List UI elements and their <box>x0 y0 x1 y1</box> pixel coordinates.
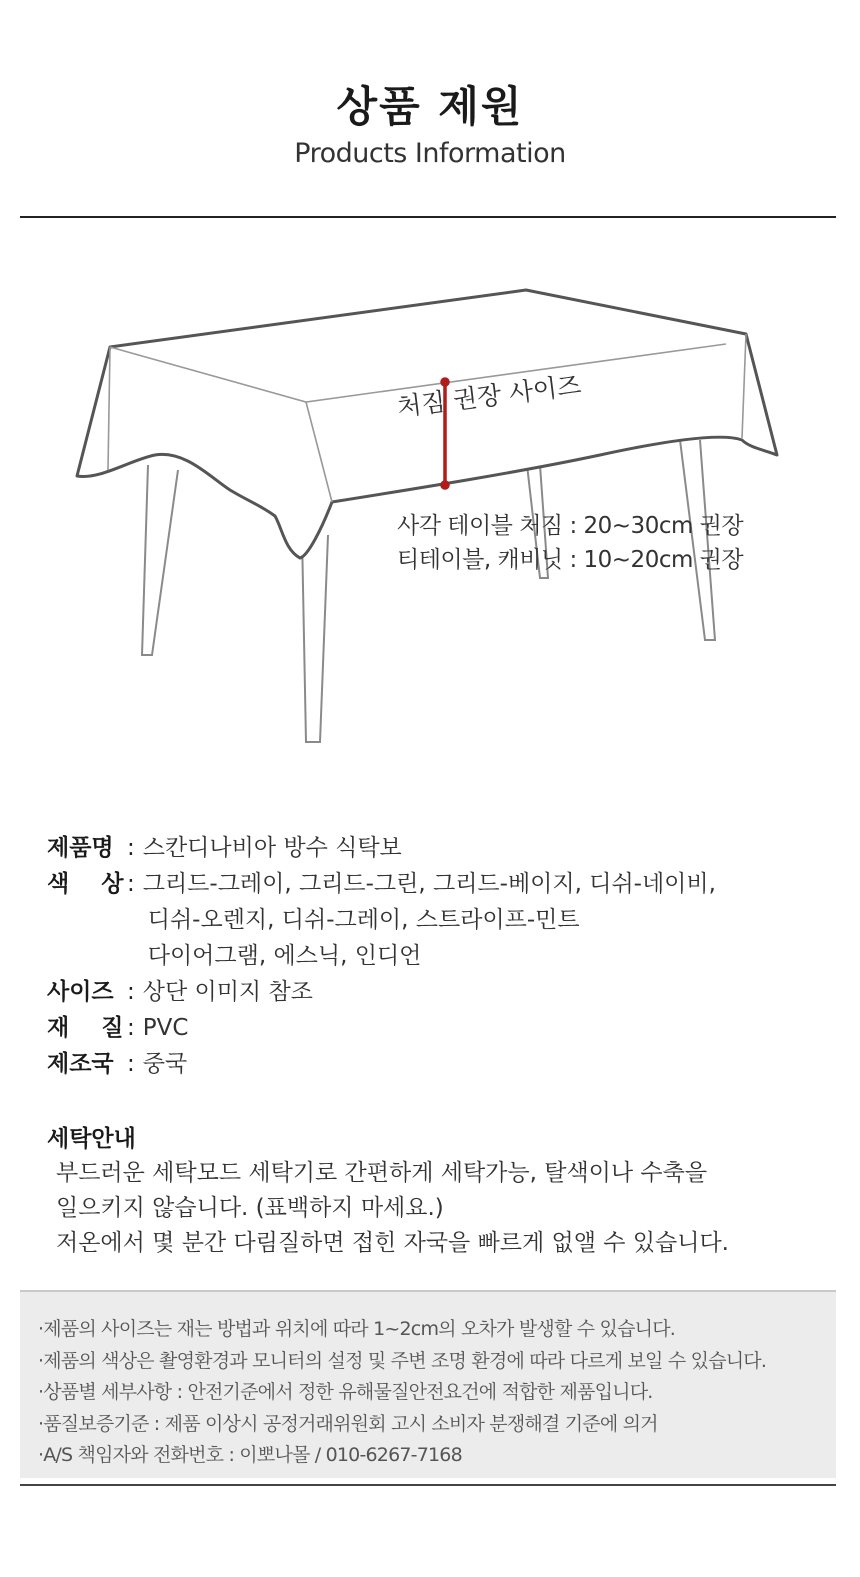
spec-product-name <box>47 830 827 866</box>
top-divider <box>20 216 836 218</box>
spec-value: PVC <box>142 1015 189 1041</box>
spec-separator: : <box>127 1015 135 1041</box>
spec-separator: : <box>127 871 135 897</box>
spec-value: 디쉬-오렌지, 디쉬-그레이, 스트라이프-민트 <box>147 907 580 933</box>
spec-value: 그리드-그레이, 그리드-그린, 그리드-베이지, 디쉬-네이비, <box>142 871 716 897</box>
washing-instructions <box>56 1156 836 1261</box>
notice-box <box>20 1290 836 1478</box>
notice-line: ·제품의 사이즈는 재는 방법과 위치에 따라 1~2cm의 오차가 발생할 수 있습니다. <box>38 1318 675 1340</box>
page-title: 상품 제원 <box>336 82 524 131</box>
washing-line: 부드러운 세탁모드 세탁기로 간편하게 세탁가능, 탈색이나 수축을 <box>56 1160 708 1186</box>
notice-lines <box>38 1314 766 1472</box>
spec-color-values <box>143 866 716 974</box>
table-leg-left-back <box>142 465 178 655</box>
bottom-divider <box>20 1484 836 1486</box>
spec-key: 재 질 <box>47 1015 124 1041</box>
spec-key: 색 상 <box>47 871 124 897</box>
spec-size <box>47 974 827 1010</box>
spec-separator: : <box>127 1051 135 1077</box>
spec-color <box>47 866 827 974</box>
spec-key: 제조국 <box>47 1051 114 1077</box>
spec-value: 다이어그램, 에스닉, 인디언 <box>147 943 422 969</box>
washing-line: 일으키지 않습니다. (표백하지 마세요.) <box>56 1195 444 1221</box>
page-subtitle: Products Information <box>294 138 566 169</box>
washing-line: 저온에서 몇 분간 다림질하면 접힌 자국을 빠르게 없앨 수 있습니다. <box>56 1230 729 1256</box>
spec-separator: : <box>127 979 135 1005</box>
spec-key: 사이즈 <box>47 979 114 1005</box>
notice-line: ·A/S 책임자와 전화번호 : 이뽀나몰 / 010-6267-7168 <box>38 1444 462 1466</box>
washing-title: 세탁안내 <box>47 1126 136 1152</box>
spec-separator: : <box>127 835 135 861</box>
spec-value: 스칸디나비아 방수 식탁보 <box>142 835 402 861</box>
notice-line: ·품질보증기준 : 제품 이상시 공정거래위원회 고시 소비자 분쟁해결 기준에 의거 <box>38 1412 658 1435</box>
spec-material <box>47 1010 827 1046</box>
drop-measure-bottom <box>442 482 448 488</box>
spec-value: 중국 <box>142 1051 188 1077</box>
table-leg-front <box>302 535 328 742</box>
notice-line: ·상품별 세부사항 : 안전기준에서 정한 유해물질안전요건에 적합한 제품입니다. <box>38 1381 653 1403</box>
spec-key: 제품명 <box>47 835 114 861</box>
spec-list <box>47 830 827 1082</box>
drop-size-label: 처짐 권장 사이즈 <box>395 370 583 422</box>
recommendation-tea-table: 티테이블, 캐비닛 : 10~20cm 권장 <box>397 547 744 573</box>
recommendation-rect-table: 사각 테이블 처짐 : 20~30cm 권장 <box>397 513 744 539</box>
spec-value: 상단 이미지 참조 <box>142 979 313 1005</box>
table-leg-right <box>680 440 715 640</box>
spec-origin <box>47 1046 827 1082</box>
notice-line: ·제품의 색상은 촬영환경과 모니터의 설정 및 주변 조명 환경에 따라 다르게 보일 수 있습니다. <box>38 1349 767 1372</box>
